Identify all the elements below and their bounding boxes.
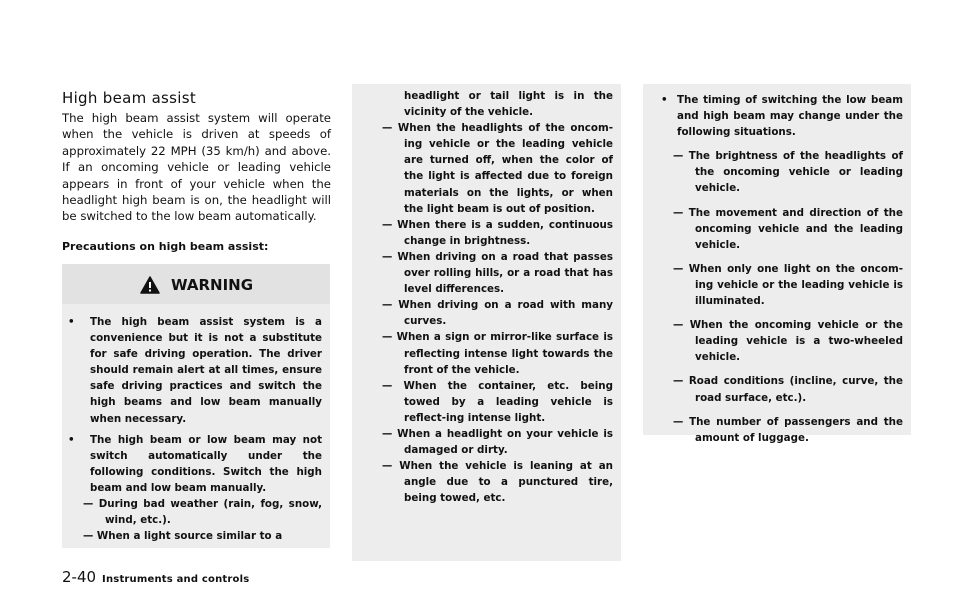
warning-triangle-icon — [140, 276, 160, 294]
warning-bullet-text: The high beam or low beam may not switch automatically under the following conditions. Switch the high beam and low beam manually. — [90, 433, 322, 494]
intro-paragraph: The high beam assist system will operate when the vehicle is driven at speeds of approximately 22 MPH (35 km/h) and above. If an oncoming vehicle or leading vehicle appears in front of your vehicle when the headlight high beam is on, the headlight will be switched to the low beam automatically. — [62, 111, 331, 224]
warning-panel — [62, 264, 330, 548]
precautions-heading: Precautions on high beam assist: — [62, 240, 269, 253]
situation-item: — Road conditions (incline, curve, the road surface, etc.). — [673, 375, 903, 404]
situation-item: — When only one light on the oncom-ing vehicle or the leading vehicle is illuminated. — [673, 262, 903, 308]
timing-panel — [643, 84, 911, 444]
timing-bullet — [647, 92, 903, 140]
conditions-panel-continued — [352, 84, 621, 561]
situation-item: — The movement and direction of the oncoming vehicle and the leading vehicle. — [673, 206, 903, 251]
bullet-dot: • — [68, 316, 75, 328]
condition-item: — When there is a sudden, continuous change in brightness. — [382, 218, 613, 247]
condition-item: — During bad weather (rain, fog, snow, wind, etc.). — [83, 498, 322, 527]
condition-item: — When driving on a road with many curves. — [382, 299, 613, 328]
footer-section-title: Instruments and controls — [102, 574, 250, 585]
condition-item: — When driving on a road that passes over rolling hills, or a road that has level differences. — [382, 250, 613, 296]
condition-item: — When the container, etc. being towed by a leading vehicle is reflect-ing intense light. — [382, 379, 613, 424]
condition-item: — When a light source similar to a — [83, 530, 283, 543]
bullet-dot: • — [68, 433, 75, 446]
bullet-dot: • — [661, 94, 668, 106]
condition-item: — When the headlights of the oncom-ing vehicle or the leading vehicle are turned off, when the color of the light is affected due to foreign materials on the lights, or when the light beam is out of position. — [382, 122, 613, 215]
timing-bullet-text: The timing of switching the low beam and high beam may change under the following situations. — [677, 94, 903, 139]
warning-body — [62, 311, 330, 544]
warning-bullet — [68, 432, 322, 496]
situation-item: — When the oncoming vehicle or the leading vehicle is a two-wheeled vehicle. — [673, 319, 903, 364]
warning-header — [62, 264, 330, 304]
warning-title: WARNING — [171, 276, 254, 294]
warning-bullet-text: The high beam assist system is a convenience but it is not a substitute for safe driving operation. The driver should remain alert at all times, ensure safe driving practices and switch the high beams and low beam manually when necessary. — [90, 316, 322, 425]
condition-item: — When a sign or mirror-like surface is reflecting intense light towards the front of the vehicle. — [382, 331, 613, 376]
warning-bullet — [68, 314, 322, 427]
condition-item: — When the vehicle is leaning at an angle due to a punctured tire, being towed, etc. — [382, 460, 613, 505]
situation-item: — The number of passengers and the amount of luggage. — [673, 415, 903, 444]
page-footer — [62, 568, 249, 586]
section-heading: High beam assist — [62, 89, 197, 107]
page-number: 2-40 — [62, 568, 97, 586]
situation-item: — The brightness of the headlights of the oncoming vehicle or leading vehicle. — [673, 150, 903, 195]
continuation-text: headlight or tail light is in the vicinity of the vehicle. — [404, 90, 613, 119]
condition-item: — When a headlight on your vehicle is damaged or dirty. — [382, 427, 613, 457]
